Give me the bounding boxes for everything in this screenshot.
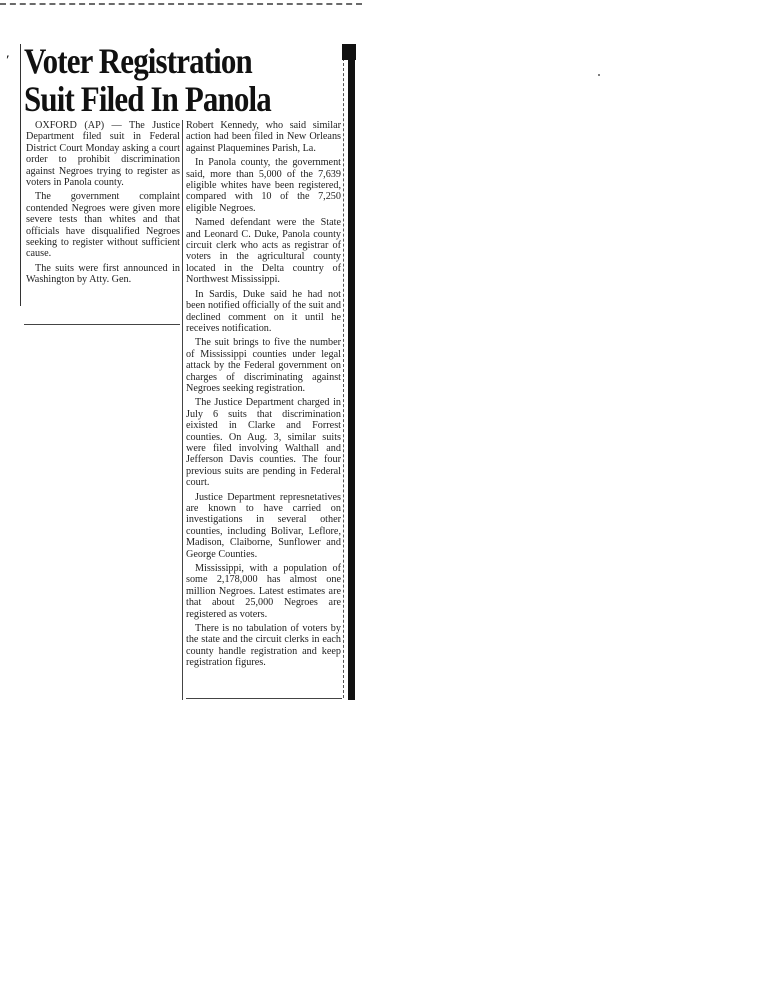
headline-line-1: Voter Registration bbox=[24, 41, 252, 81]
paragraph: The Justice Department charged in July 6 suits that discrimination eixisted in Clarke and Forrest counties. On Aug. 3, similar suits were filed involving Walthall and Jefferson Davis counties. The four previous suits are pending in Federal court. bbox=[186, 397, 341, 489]
paragraph: The suit brings to five the number of Mississippi counties under legal attack by the Federal government on charges of discriminating against Negroes seeking registration. bbox=[186, 337, 341, 394]
page-top-border bbox=[0, 3, 362, 5]
paragraph: Named defendant were the State and Leonard C. Duke, Panola county circuit clerk who acts as registrar of voters in the agricultural county located in the Delta country of Northwest Mississippi. bbox=[186, 217, 341, 286]
headline-line-2: Suit Filed In Panola bbox=[24, 79, 271, 119]
clipping-edge-shadow-top bbox=[342, 44, 356, 60]
clipping-right-edge bbox=[343, 48, 344, 698]
column-divider bbox=[182, 120, 183, 700]
paragraph: OXFORD (AP) — The Justice Department filed suit in Federal District Court Monday asking a court order to prohibit discrimination against Negroes trying to register as voters in Panola county. bbox=[26, 120, 180, 189]
scan-speck bbox=[598, 74, 600, 76]
headline bbox=[24, 42, 271, 118]
paragraph: Robert Kennedy, who said similar action had been filed in New Orleans against Plaquemines Parish, La. bbox=[186, 120, 341, 154]
clipping-edge-shadow bbox=[348, 60, 355, 700]
margin-mark: ′ bbox=[6, 52, 10, 67]
paragraph: There is no tabulation of voters by the state and the circuit clerks in each county handle registration and keep registration figures. bbox=[186, 623, 341, 669]
column-2-end-rule bbox=[186, 698, 342, 699]
paragraph: The government complaint contended Negroes were given more severe tests than whites and that officials have disqualified Negroes seeking to register without sufficient cause. bbox=[26, 191, 180, 260]
clipping-left-edge bbox=[20, 44, 21, 306]
article-column-2 bbox=[186, 120, 341, 672]
newspaper-clipping bbox=[20, 42, 358, 710]
paragraph: In Panola county, the government said, more than 5,000 of the 7,639 eligible whites have been registered, compared with 10 of the 7,250 eligible Negroes. bbox=[186, 157, 341, 214]
column-1-end-rule bbox=[24, 324, 180, 325]
paragraph: Justice Department represnetatives are known to have carried on investigations in several other counties, including Bolivar, Leflore, Madison, Claiborne, Sunflower and George Counties. bbox=[186, 491, 341, 560]
paragraph: Mississippi, with a population of some 2,178,000 has almost one million Negroes. Latest estimates are that about 25,000 Negroes are registered as voters. bbox=[186, 563, 341, 620]
paragraph: In Sardis, Duke said he had not been notified officially of the suit and declined comment on it until he receives notification. bbox=[186, 288, 341, 334]
paragraph: The suits were first announced in Washington by Atty. Gen. bbox=[26, 262, 180, 286]
article-column-1 bbox=[26, 120, 180, 289]
